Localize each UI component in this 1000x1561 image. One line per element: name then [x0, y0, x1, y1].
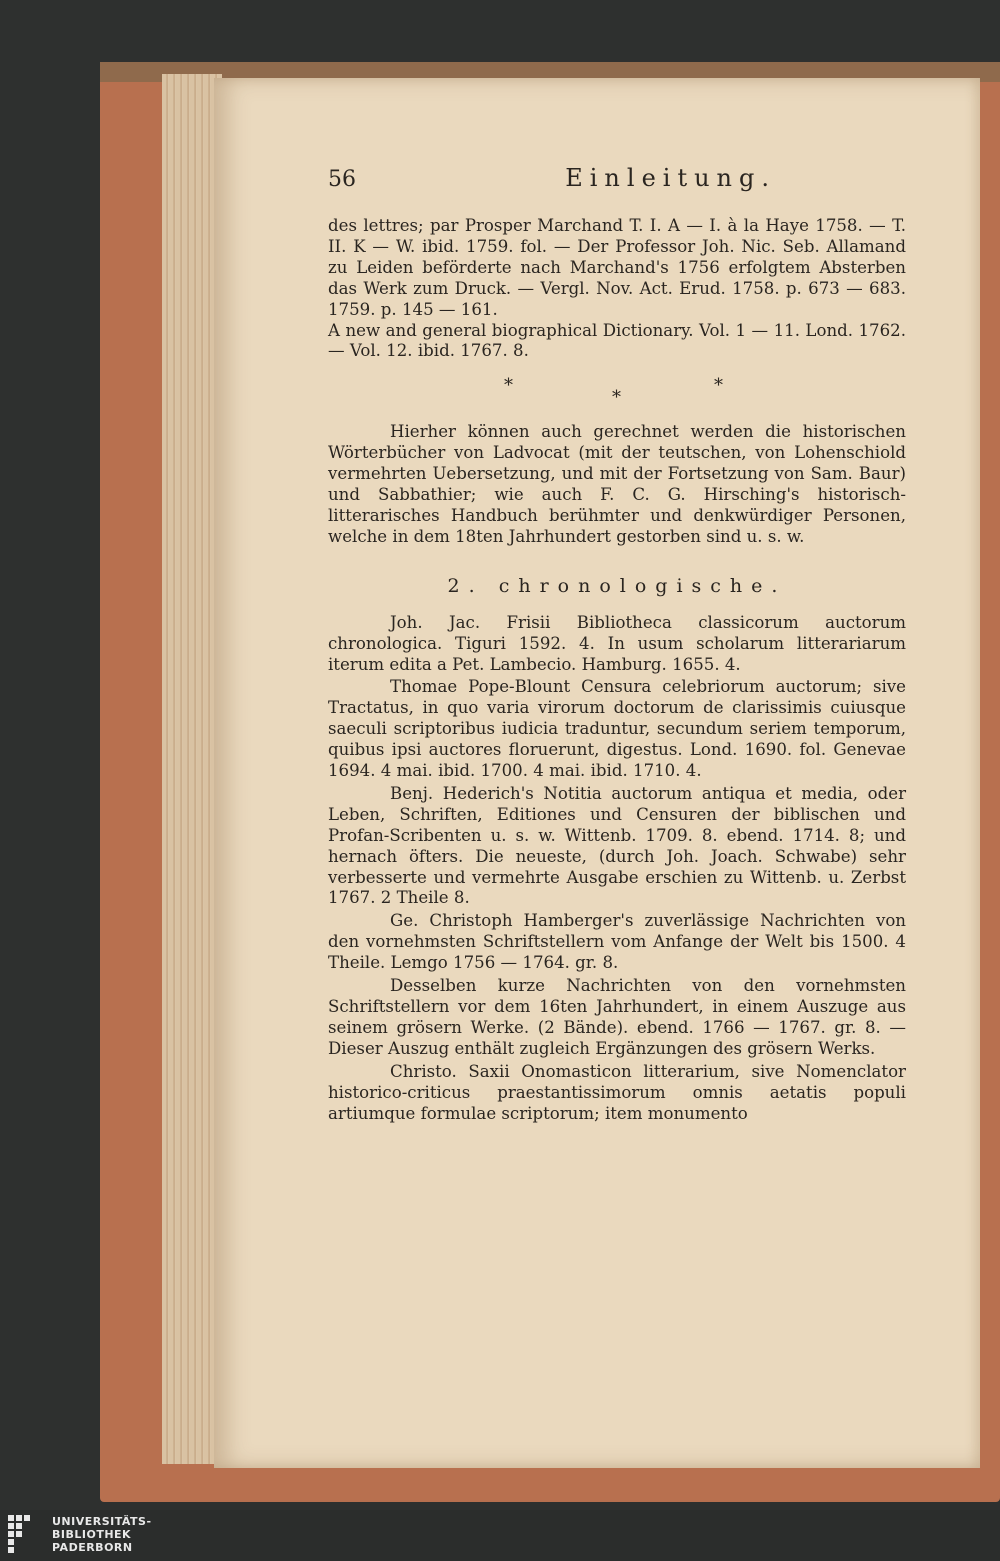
section-heading: 2. chronologische. — [447, 574, 787, 597]
entry-hederich: Benj. Hederich's Notitia auctorum antiqua et media, oder Leben, Schriften, Editiones und Censuren der biblischen und Profan-Scribenten u. s. w. Wittenb. 1709. 8. ebend. 1714. 8; und hernach öfters. Die neueste, (durch Joh. Joach. Schwabe) sehr verbesserte und vermehrte Ausgabe erschien zu Wittenb. u. Zerbst 1767. 2 Theile 8. — [328, 783, 906, 908]
running-title: Einleitung. — [565, 164, 776, 192]
paragraph-marchand: des lettres; par Prosper Marchand T. I. A — I. à la Haye 1758. — T. II. K — W. ibid. 1759. fol. — Der Professor Joh. Nic. Seb. Allamand zu Leiden beförderte nach Marchand's 1756 erfolgtem Absterben das Werk zum Druck. — Vergl. Nov. Act. Erud. 1758. p. 673 — 683. 1759. p. 145 — 161. — [328, 216, 906, 319]
asterism-star: * — [714, 375, 723, 397]
running-header — [328, 164, 906, 206]
entry-pope-blount: Thomae Pope-Blount Censura celebriorum auctorum; sive Tractatus, in quo varia virorum doctorum de clarissimis cuiusque saeculi scriptoribus iudicia traduntur, secundum seriem temporum, quibus ipsi auctores floruerunt, digestus. Lond. 1690. fol. Genevae 1694. 4 mai. ibid. 1700. 4 mai. ibid. 1710. 4. — [328, 677, 906, 781]
page-number: 56 — [328, 167, 356, 192]
paragraph-hierher: Hierher können auch gerechnet werden die historischen Wörterbücher von Ladvocat (mit der teutschen, von Lohenschiold vermehrten Uebersetzung, und mit der Fortsetzung von Sam. Baur) und Sabbathier; wie auch F. C. G. Hirsching's historisch-litterarisches Handbuch berühmter und denkwürdiger Personen, welche in dem 18ten Jahrhundert gestorben sind u. s. w. — [328, 422, 906, 546]
library-name: UNIVERSITÄTS- BIBLIOTHEK PADERBORN — [52, 1515, 152, 1554]
paragraph-biographical-dictionary: A new and general biographical Dictionary. Vol. 1 — 11. Lond. 1762. — Vol. 12. ibid. 1767. 8. — [328, 320, 906, 361]
page-edges — [162, 74, 222, 1464]
asterism — [328, 362, 906, 422]
entry-desselben: Desselben kurze Nachrichten von den vornehmsten Schriftstellern vor dem 16ten Jahrhundert, in einem Auszuge aus seinem grösern Werke. (2 Bände). ebend. 1766 — 1767. gr. 8. — Dieser Auszug enthält zugleich Ergänzungen des grösern Werks. — [328, 976, 906, 1058]
entry-saxius: Christo. Saxii Onomasticon litterarium, sive Nomenclator historico-criticus praestantissimorum omnis aetatis populi artiumque formulae scriptorum; item monumento — [328, 1061, 906, 1123]
entry-hamberger: Ge. Christoph Hamberger's zuverlässige Nachrichten von den vornehmsten Schriftstellern vom Anfange der Welt bis 1500. 4 Theile. Lemgo 1756 — 1764. gr. 8. — [328, 911, 906, 973]
page-text — [328, 164, 906, 1124]
entry-frisius: Joh. Jac. Frisii Bibliotheca classicorum auctorum chronologica. Tiguri 1592. 4. In usum scholarum litterariarum iterum edita a Pet. Lambecio. Hamburg. 1655. 4. — [328, 612, 906, 674]
asterism-star: * — [504, 375, 513, 397]
library-logo-icon — [6, 1513, 44, 1557]
asterism-star: * — [612, 387, 621, 409]
